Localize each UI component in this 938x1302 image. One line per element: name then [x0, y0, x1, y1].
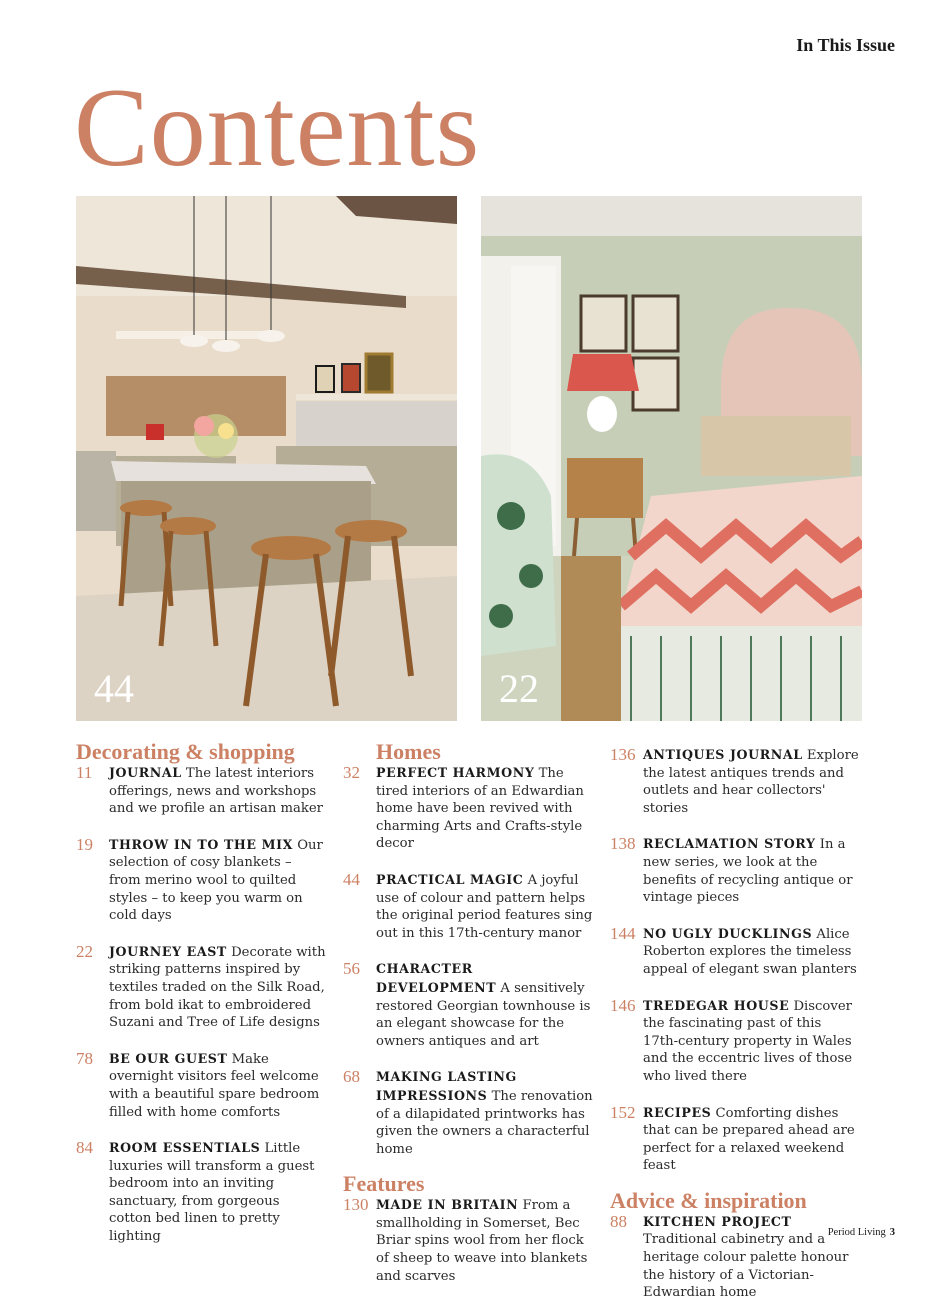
entry-page: 146 — [610, 995, 636, 1015]
kitchen-illustration — [76, 196, 457, 721]
entry-text: The tired interiors of an Edwardian home have been revived with charming Arts and Crafts-style decor — [376, 766, 584, 852]
entry-page: 22 — [76, 941, 93, 961]
entry-text: Explore the latest antiques trends and outlets and hear collectors' stories — [643, 748, 859, 816]
entry-text: Alice Roberton explores the timeless appeal of elegant swan planters — [643, 926, 857, 977]
contents-entry[interactable] — [343, 764, 593, 853]
entry-heading: MAKING LASTING IMPRESSIONS — [376, 1069, 517, 1103]
entry-text: Comforting dishes that can be prepared ahead are perfect for a relaxed weekend feast — [643, 1105, 855, 1174]
entry-heading: JOURNEY EAST — [109, 943, 227, 959]
entry-heading: KITCHEN PROJECT — [643, 1213, 792, 1229]
contents-entry[interactable] — [76, 1050, 326, 1121]
entry-text: Our selection of cosy blankets – from merino wool to quilted styles – to keep you warm on cold days — [109, 837, 323, 924]
page-footer — [828, 1227, 895, 1238]
entry-page: 152 — [610, 1102, 636, 1122]
entry-heading: PRACTICAL MAGIC — [376, 871, 524, 887]
contents-entry[interactable] — [76, 1139, 326, 1246]
bedroom-illustration — [481, 196, 862, 721]
contents-entry[interactable] — [610, 835, 860, 906]
section-heading-advice: Advice & inspiration — [610, 1187, 807, 1213]
entry-page: 144 — [610, 923, 636, 943]
contents-entry[interactable] — [343, 871, 593, 942]
entry-page: 56 — [343, 959, 360, 979]
contents-entry[interactable] — [343, 960, 593, 1050]
entry-page: 11 — [76, 763, 93, 782]
entry-text: The latest interiors offerings, news and workshops and we profile an artisan maker — [109, 766, 323, 817]
entry-text: A joyful use of colour and pattern helps the original period features sing out in this 17th-century manor — [376, 872, 593, 941]
entry-heading: JOURNAL — [109, 765, 182, 780]
entry-page: 136 — [610, 745, 636, 764]
entry-page: 88 — [610, 1211, 627, 1231]
entry-page: 19 — [76, 834, 93, 854]
section-heading-homes: Homes — [376, 739, 441, 764]
contents-entry[interactable] — [76, 764, 326, 818]
section-heading-decorating: Decorating & shopping — [76, 739, 295, 764]
entry-heading: RECIPES — [643, 1104, 712, 1120]
entry-text: Traditional cabinetry and a heritage colour palette honour the history of a Victorian-Edwardian home — [643, 1232, 849, 1301]
entry-text: A sensitively restored Georgian townhouse is an elegant showcase for the owners antiques and art — [376, 980, 591, 1049]
contents-column-2 — [343, 740, 593, 1285]
entry-page: 78 — [76, 1048, 93, 1068]
entry-heading: MADE IN BRITAIN — [376, 1197, 519, 1213]
entry-text: Make overnight visitors feel welcome with a beautiful spare bedroom filled with home comforts — [109, 1051, 320, 1120]
entry-heading: THROW IN TO THE MIX — [109, 836, 294, 852]
entry-heading: TREDEGAR HOUSE — [643, 997, 790, 1013]
entry-heading: CHARACTER DEVELOPMENT — [376, 961, 497, 995]
entry-text: In a new series, we look at the benefits of recycling antique or vintage pieces — [643, 837, 853, 906]
bedroom-page-number: 22 — [499, 666, 539, 711]
bedroom-photo[interactable] — [481, 196, 862, 721]
entry-page: 32 — [343, 763, 360, 782]
contents-entry[interactable] — [610, 746, 860, 817]
contents-entry[interactable] — [343, 1068, 593, 1158]
entry-page: 130 — [343, 1195, 369, 1215]
entry-heading: RECLAMATION STORY — [643, 836, 816, 852]
kitchen-photo[interactable] — [76, 196, 457, 721]
entry-text: The renovation of a dilapidated printworks has given the owners a characterful home — [376, 1088, 593, 1157]
footer-page-number: 3 — [889, 1227, 895, 1238]
magazine-name: Period Living — [827, 1227, 886, 1238]
entry-text: Little luxuries will transform a guest bedroom into an inviting sanctuary, from gorgeous cotton bed linen to pretty lighting — [109, 1141, 315, 1245]
contents-entry[interactable] — [76, 836, 326, 925]
contents-column-1 — [76, 740, 326, 1246]
entry-heading: NO UGLY DUCKLINGS — [643, 925, 813, 941]
issue-label: In This Issue — [796, 35, 895, 55]
entry-heading: ANTIQUES JOURNAL — [643, 747, 803, 762]
entry-heading: BE OUR GUEST — [109, 1050, 228, 1066]
contents-column-3 — [610, 740, 860, 1302]
entry-text: Discover the fascinating past of this 17th-century property in Wales and the eccentric lives of those who lived there — [643, 998, 853, 1084]
kitchen-page-number: 44 — [94, 666, 134, 711]
contents-entry[interactable] — [343, 1196, 593, 1285]
page-title: Contents — [74, 66, 481, 190]
contents-entry[interactable] — [76, 943, 326, 1032]
entry-page: 44 — [343, 869, 360, 889]
entry-heading: ROOM ESSENTIALS — [109, 1140, 261, 1156]
contents-entry[interactable] — [610, 1213, 860, 1302]
entry-page: 68 — [343, 1067, 360, 1087]
entry-page: 138 — [610, 834, 636, 854]
entry-text: Decorate with striking patterns inspired by textiles traded on the Silk Road, from bold ikat to embroidered Suzani and Tree of Life designs — [109, 944, 326, 1031]
entry-page: 84 — [76, 1138, 93, 1158]
contents-entry[interactable] — [610, 925, 860, 979]
section-heading-features: Features — [343, 1171, 425, 1197]
contents-entry[interactable] — [610, 1104, 860, 1175]
entry-text: From a smallholding in Somerset, Bec Briar spins wool from her flock of sheep to weave into blankets and scarves — [376, 1198, 588, 1284]
entry-heading: PERFECT HARMONY — [376, 765, 535, 780]
contents-entry[interactable] — [610, 997, 860, 1086]
